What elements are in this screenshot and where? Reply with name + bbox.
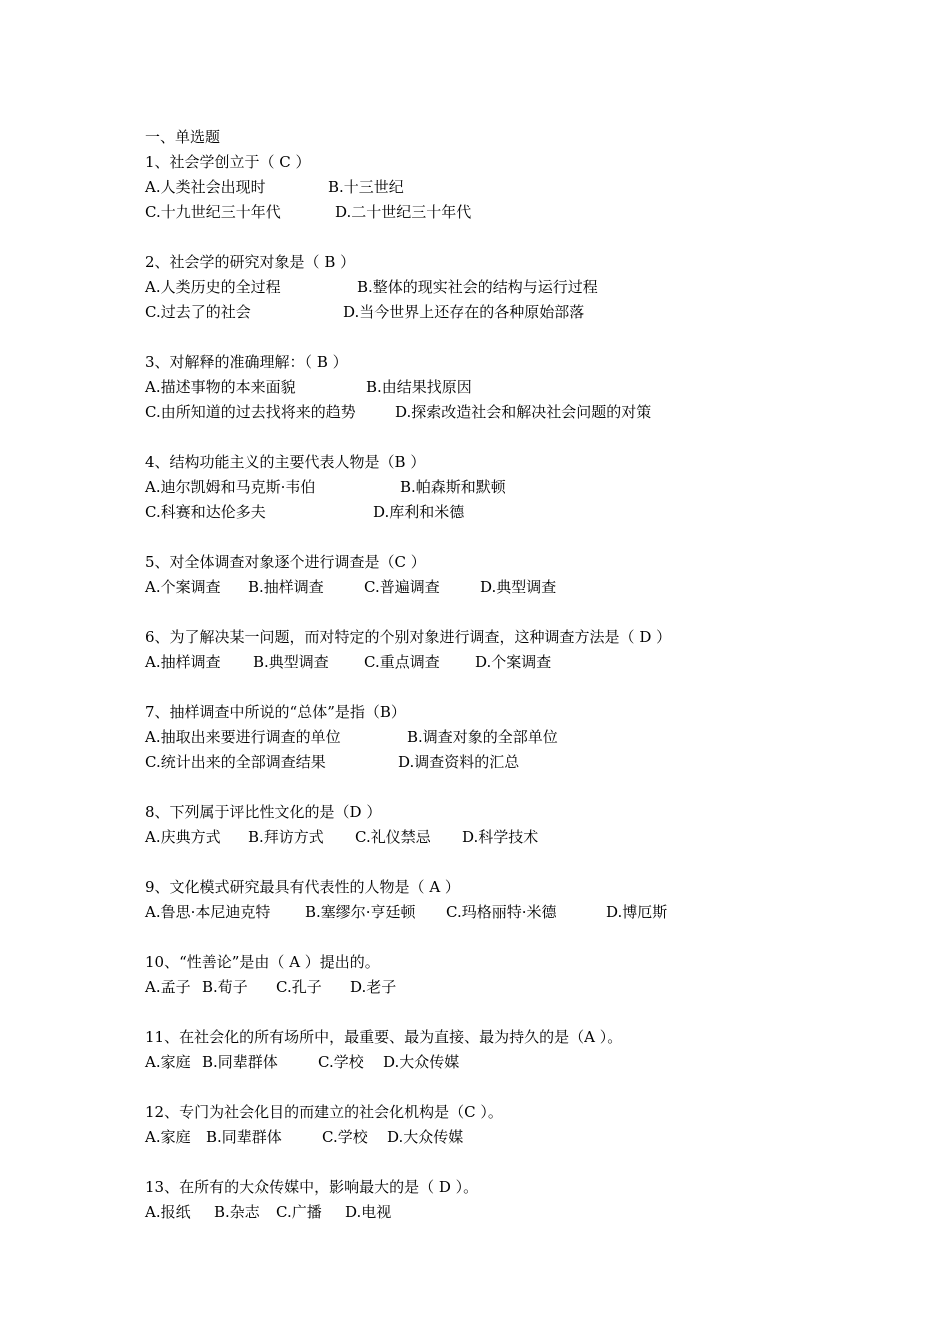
- question-6: [145, 625, 845, 675]
- question-text: 1、社会学创立于（ C ）: [145, 153, 311, 171]
- option-b: B.荀子: [202, 978, 248, 996]
- option-a: A.鲁思·本尼迪克特: [145, 903, 271, 921]
- question-text: 6、为了解决某一问题，而对特定的个别对象进行调查，这种调查方法是（ D ）: [145, 628, 672, 646]
- option-d: D.库利和米德: [373, 503, 465, 521]
- option-row: [145, 275, 845, 300]
- question-text: 10、“性善论”是由（ A ）提出的。: [145, 953, 380, 971]
- question-list: [145, 150, 845, 1225]
- option-a: A.抽样调查: [145, 653, 221, 671]
- question-2: [145, 250, 845, 325]
- option-a: A.孟子: [145, 978, 191, 996]
- option-b: B.同辈群体: [202, 1053, 278, 1071]
- option-c: C.普遍调查: [364, 578, 440, 596]
- option-row: [145, 500, 845, 525]
- option-c: C.学校: [322, 1128, 368, 1146]
- document-content: [145, 125, 845, 1250]
- option-c: C.科赛和达伦多夫: [145, 503, 266, 521]
- option-row: [145, 375, 845, 400]
- option-d: D.电视: [345, 1203, 392, 1221]
- option-b: B.塞缪尔·亨廷顿: [305, 903, 416, 921]
- option-d: D.当今世界上还存在的各种原始部落: [343, 303, 585, 321]
- question-text: 9、文化模式研究最具有代表性的人物是（ A ）: [145, 878, 460, 896]
- option-row: [145, 725, 845, 750]
- question-5: [145, 550, 845, 600]
- option-c: C.重点调查: [364, 653, 440, 671]
- option-d: D.大众传媒: [383, 1053, 460, 1071]
- question-text: 8、下列属于评比性文化的是（D ）: [145, 803, 382, 821]
- option-row: [145, 975, 845, 1000]
- option-d: D.调查资料的汇总: [398, 753, 520, 771]
- option-a: A.人类社会出现时: [145, 178, 266, 196]
- option-b: B.拜访方式: [248, 828, 324, 846]
- option-b: B.帕森斯和默顿: [400, 478, 506, 496]
- question-11: [145, 1025, 845, 1075]
- option-b: B.抽样调查: [248, 578, 324, 596]
- question-text: 13、在所有的大众传媒中，影响最大的是（ D ）。: [145, 1178, 479, 1196]
- option-a: A.个案调查: [145, 578, 221, 596]
- option-c: C.礼仪禁忌: [355, 828, 431, 846]
- option-d: D.二十世纪三十年代: [335, 203, 472, 221]
- option-c: C.十九世纪三十年代: [145, 203, 281, 221]
- option-row: [145, 300, 845, 325]
- section-title: 一、单选题: [145, 128, 221, 146]
- option-a: A.描述事物的本来面貌: [145, 378, 296, 396]
- option-d: D.老子: [350, 978, 397, 996]
- option-c: C.玛格丽特·米德: [446, 903, 557, 921]
- option-d: D.大众传媒: [387, 1128, 464, 1146]
- option-c: C.孔子: [276, 978, 322, 996]
- option-d: D.个案调查: [475, 653, 552, 671]
- option-c: C.统计出来的全部调查结果: [145, 753, 326, 771]
- option-c: C.学校: [318, 1053, 364, 1071]
- question-7: [145, 700, 845, 775]
- option-c: C.广播: [276, 1203, 322, 1221]
- option-c: C.由所知道的过去找将来的趋势: [145, 403, 356, 421]
- option-row: [145, 1125, 845, 1150]
- option-a: A.人类历史的全过程: [145, 278, 281, 296]
- option-row: [145, 475, 845, 500]
- option-a: A.庆典方式: [145, 828, 221, 846]
- option-b: B.由结果找原因: [366, 378, 472, 396]
- option-row: [145, 1200, 845, 1225]
- question-text: 12、专门为社会化目的而建立的社会化机构是（C ）。: [145, 1103, 503, 1121]
- question-8: [145, 800, 845, 850]
- question-text: 11、在社会化的所有场所中，最重要、最为直接、最为持久的是（A ）。: [145, 1028, 623, 1046]
- option-b: B.调查对象的全部单位: [407, 728, 558, 746]
- option-row: [145, 200, 845, 225]
- option-a: A.迪尔凯姆和马克斯·韦伯: [145, 478, 316, 496]
- option-d: D.科学技术: [462, 828, 539, 846]
- question-9: [145, 875, 845, 925]
- option-a: A.抽取出来要进行调查的单位: [145, 728, 341, 746]
- question-text: 5、对全体调查对象逐个进行调查是（C ）: [145, 553, 426, 571]
- option-a: A.家庭: [145, 1128, 191, 1146]
- question-text: 2、社会学的研究对象是（ B ）: [145, 253, 356, 271]
- option-b: B.同辈群体: [206, 1128, 282, 1146]
- question-13: [145, 1175, 845, 1225]
- option-row: [145, 175, 845, 200]
- option-row: [145, 575, 845, 600]
- option-c: C.过去了的社会: [145, 303, 251, 321]
- question-1: [145, 150, 845, 225]
- option-row: [145, 1050, 845, 1075]
- option-d: D.典型调查: [480, 578, 557, 596]
- option-d: D.探索改造社会和解决社会问题的对策: [395, 403, 652, 421]
- option-row: [145, 750, 845, 775]
- option-b: B.典型调查: [253, 653, 329, 671]
- question-text: 7、抽样调查中所说的“总体”是指（B）: [145, 703, 406, 721]
- option-a: A.报纸: [145, 1203, 191, 1221]
- option-b: B.杂志: [214, 1203, 260, 1221]
- question-12: [145, 1100, 845, 1150]
- option-row: [145, 900, 845, 925]
- question-4: [145, 450, 845, 525]
- option-d: D.博厄斯: [606, 903, 668, 921]
- question-text: 3、对解释的准确理解：（ B ）: [145, 353, 348, 371]
- option-b: B.十三世纪: [328, 178, 404, 196]
- option-row: [145, 825, 845, 850]
- question-text: 4、结构功能主义的主要代表人物是（B ）: [145, 453, 426, 471]
- question-10: [145, 950, 845, 1000]
- option-b: B.整体的现实社会的结构与运行过程: [357, 278, 598, 296]
- option-row: [145, 650, 845, 675]
- option-a: A.家庭: [145, 1053, 191, 1071]
- option-row: [145, 400, 845, 425]
- question-3: [145, 350, 845, 425]
